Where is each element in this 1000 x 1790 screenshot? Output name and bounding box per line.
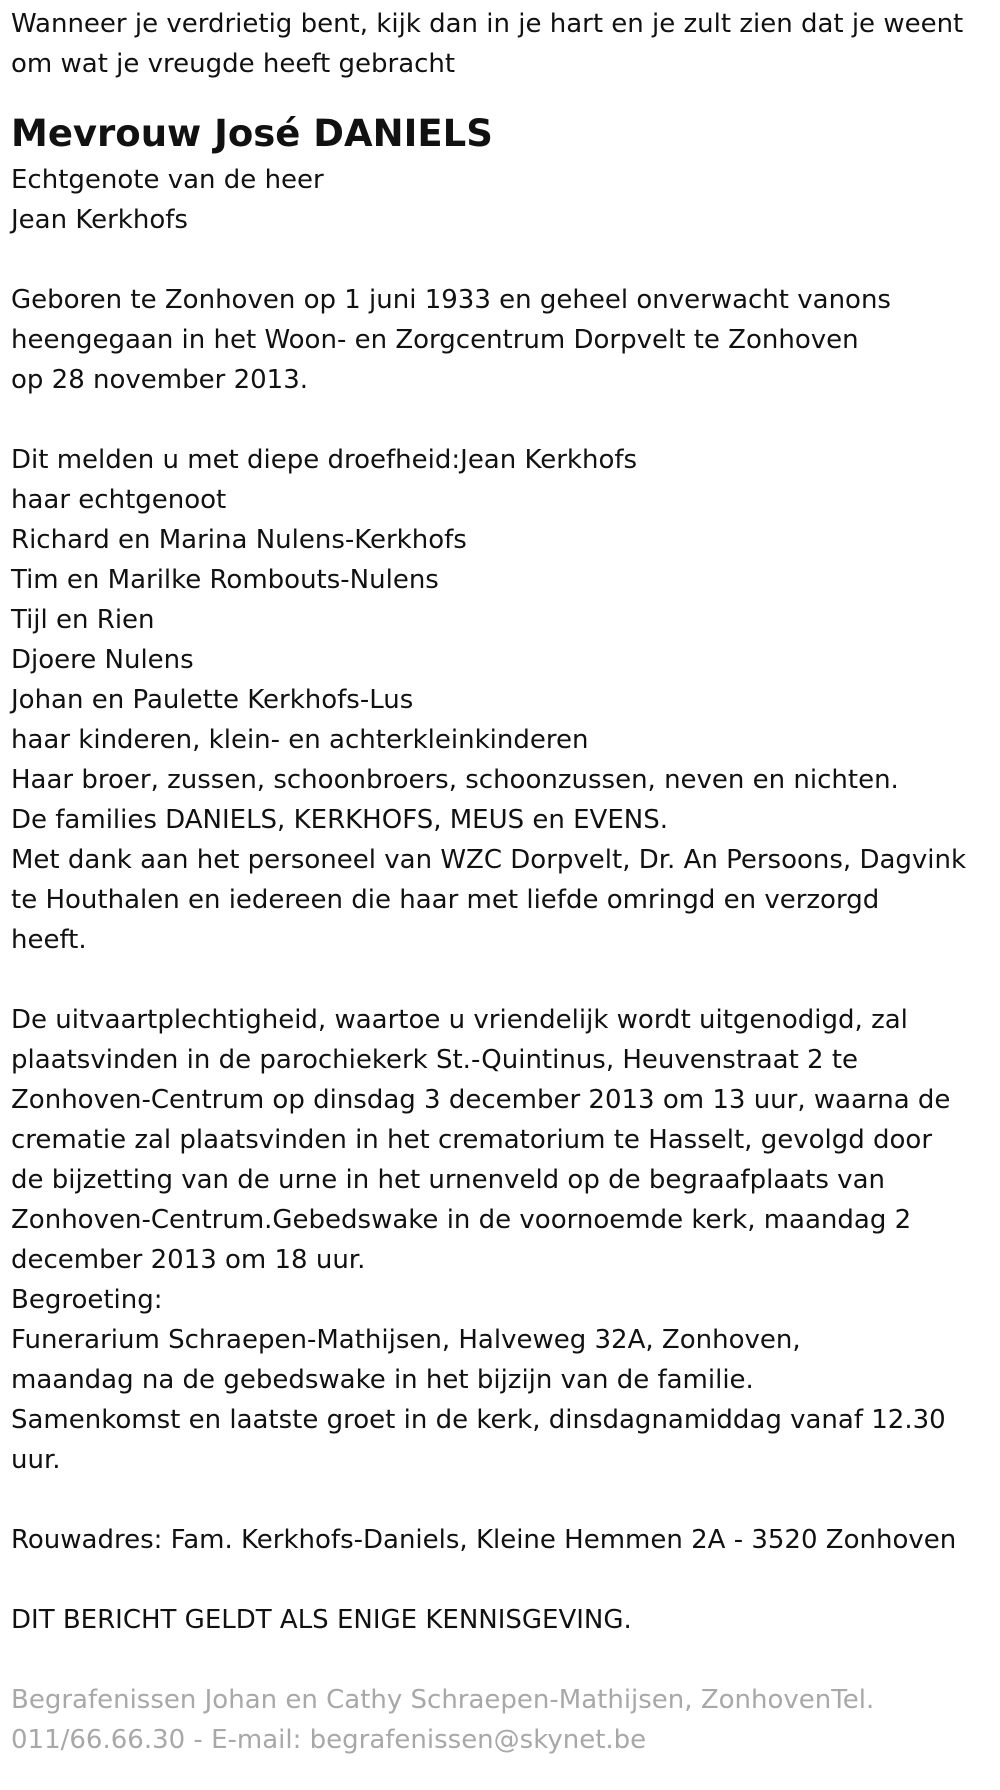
ceremony-line: de bijzetting van de urne in het urnenveld op de begraafplaats van xyxy=(11,1165,885,1195)
notice-text: DIT BERICHT GELDT ALS ENIGE KENNISGEVING. xyxy=(11,1605,632,1635)
deceased-name: Mevrouw José DANIELS xyxy=(11,112,493,155)
ceremony-line: maandag na de gebedswake in het bijzijn van de familie. xyxy=(11,1365,754,1395)
ceremony-line: Begroeting: xyxy=(11,1285,163,1315)
family-line: Tijl en Rien xyxy=(11,605,155,635)
footer-line: 011/66.66.30 - E-mail: begrafenissen@skynet.be xyxy=(11,1725,647,1755)
funeral-home-footer xyxy=(11,1680,990,1760)
ceremony-line: Funerarium Schraepen-Mathijsen, Halveweg 32A, Zonhoven, xyxy=(11,1325,801,1355)
ceremony-line: plaatsvinden in de parochiekerk St.-Quintinus, Heuvenstraat 2 te xyxy=(11,1045,859,1075)
spacer xyxy=(11,240,990,280)
quote-line: om wat je vreugde heeft gebracht xyxy=(11,49,456,79)
family-line: Johan en Paulette Kerkhofs-Lus xyxy=(11,685,414,715)
ceremony-line: De uitvaartplechtigheid, waartoe u vriendelijk wordt uitgenodigd, zal xyxy=(11,1005,908,1035)
spacer xyxy=(11,1560,990,1600)
family-line: heeft. xyxy=(11,925,87,955)
ceremony-line: Zonhoven-Centrum.Gebedswake in de voornoemde kerk, maandag 2 xyxy=(11,1205,912,1235)
spouse-line: Jean Kerkhofs xyxy=(11,205,188,235)
birth-death-line: heengegaan in het Woon- en Zorgcentrum Dorpvelt te Zonhoven xyxy=(11,325,859,355)
family-line: te Houthalen en iedereen die haar met liefde omringd en verzorgd xyxy=(11,885,880,915)
ceremony-line: Samenkomst en laatste groet in de kerk, dinsdagnamiddag vanaf 12.30 xyxy=(11,1405,946,1435)
spouse-block xyxy=(11,160,990,240)
ceremony-line: december 2013 om 18 uur. xyxy=(11,1245,366,1275)
footer-line: Begrafenissen Johan en Cathy Schraepen-Mathijsen, ZonhovenTel. xyxy=(11,1685,875,1715)
spacer xyxy=(11,960,990,1000)
quote-block xyxy=(11,4,990,84)
family-line: Met dank aan het personeel van WZC Dorpvelt, Dr. An Persoons, Dagvink xyxy=(11,845,967,875)
family-line: haar kinderen, klein- en achterkleinkinderen xyxy=(11,725,589,755)
birth-death-block xyxy=(11,280,990,400)
family-line: Djoere Nulens xyxy=(11,645,194,675)
family-line: Haar broer, zussen, schoonbroers, schoonzussen, neven en nichten. xyxy=(11,765,899,795)
quote-line: Wanneer je verdrietig bent, kijk dan in je hart en je zult zien dat je weent xyxy=(11,9,964,39)
ceremony-line: uur. xyxy=(11,1445,61,1475)
family-block xyxy=(11,440,990,960)
spacer xyxy=(11,1480,990,1520)
family-line: haar echtgenoot xyxy=(11,485,227,515)
family-line: Richard en Marina Nulens-Kerkhofs xyxy=(11,525,467,555)
birth-death-line: Geboren te Zonhoven op 1 juni 1933 en geheel onverwacht vanons xyxy=(11,285,891,315)
family-line: Dit melden u met diepe droefheid:Jean Kerkhofs xyxy=(11,445,638,475)
family-line: De families DANIELS, KERKHOFS, MEUS en EVENS. xyxy=(11,805,668,835)
family-line: Tim en Marilke Rombouts-Nulens xyxy=(11,565,439,595)
ceremony-line: crematie zal plaatsvinden in het crematorium te Hasselt, gevolgd door xyxy=(11,1125,933,1155)
spacer xyxy=(11,400,990,440)
ceremony-line: Zonhoven-Centrum op dinsdag 3 december 2013 om 13 uur, waarna de xyxy=(11,1085,951,1115)
ceremony-block xyxy=(11,1000,990,1480)
mourning-address: Rouwadres: Fam. Kerkhofs-Daniels, Kleine Hemmen 2A - 3520 Zonhoven xyxy=(11,1525,957,1555)
spouse-line: Echtgenote van de heer xyxy=(11,165,324,195)
birth-death-line: op 28 november 2013. xyxy=(11,365,309,395)
spacer xyxy=(11,1640,990,1680)
